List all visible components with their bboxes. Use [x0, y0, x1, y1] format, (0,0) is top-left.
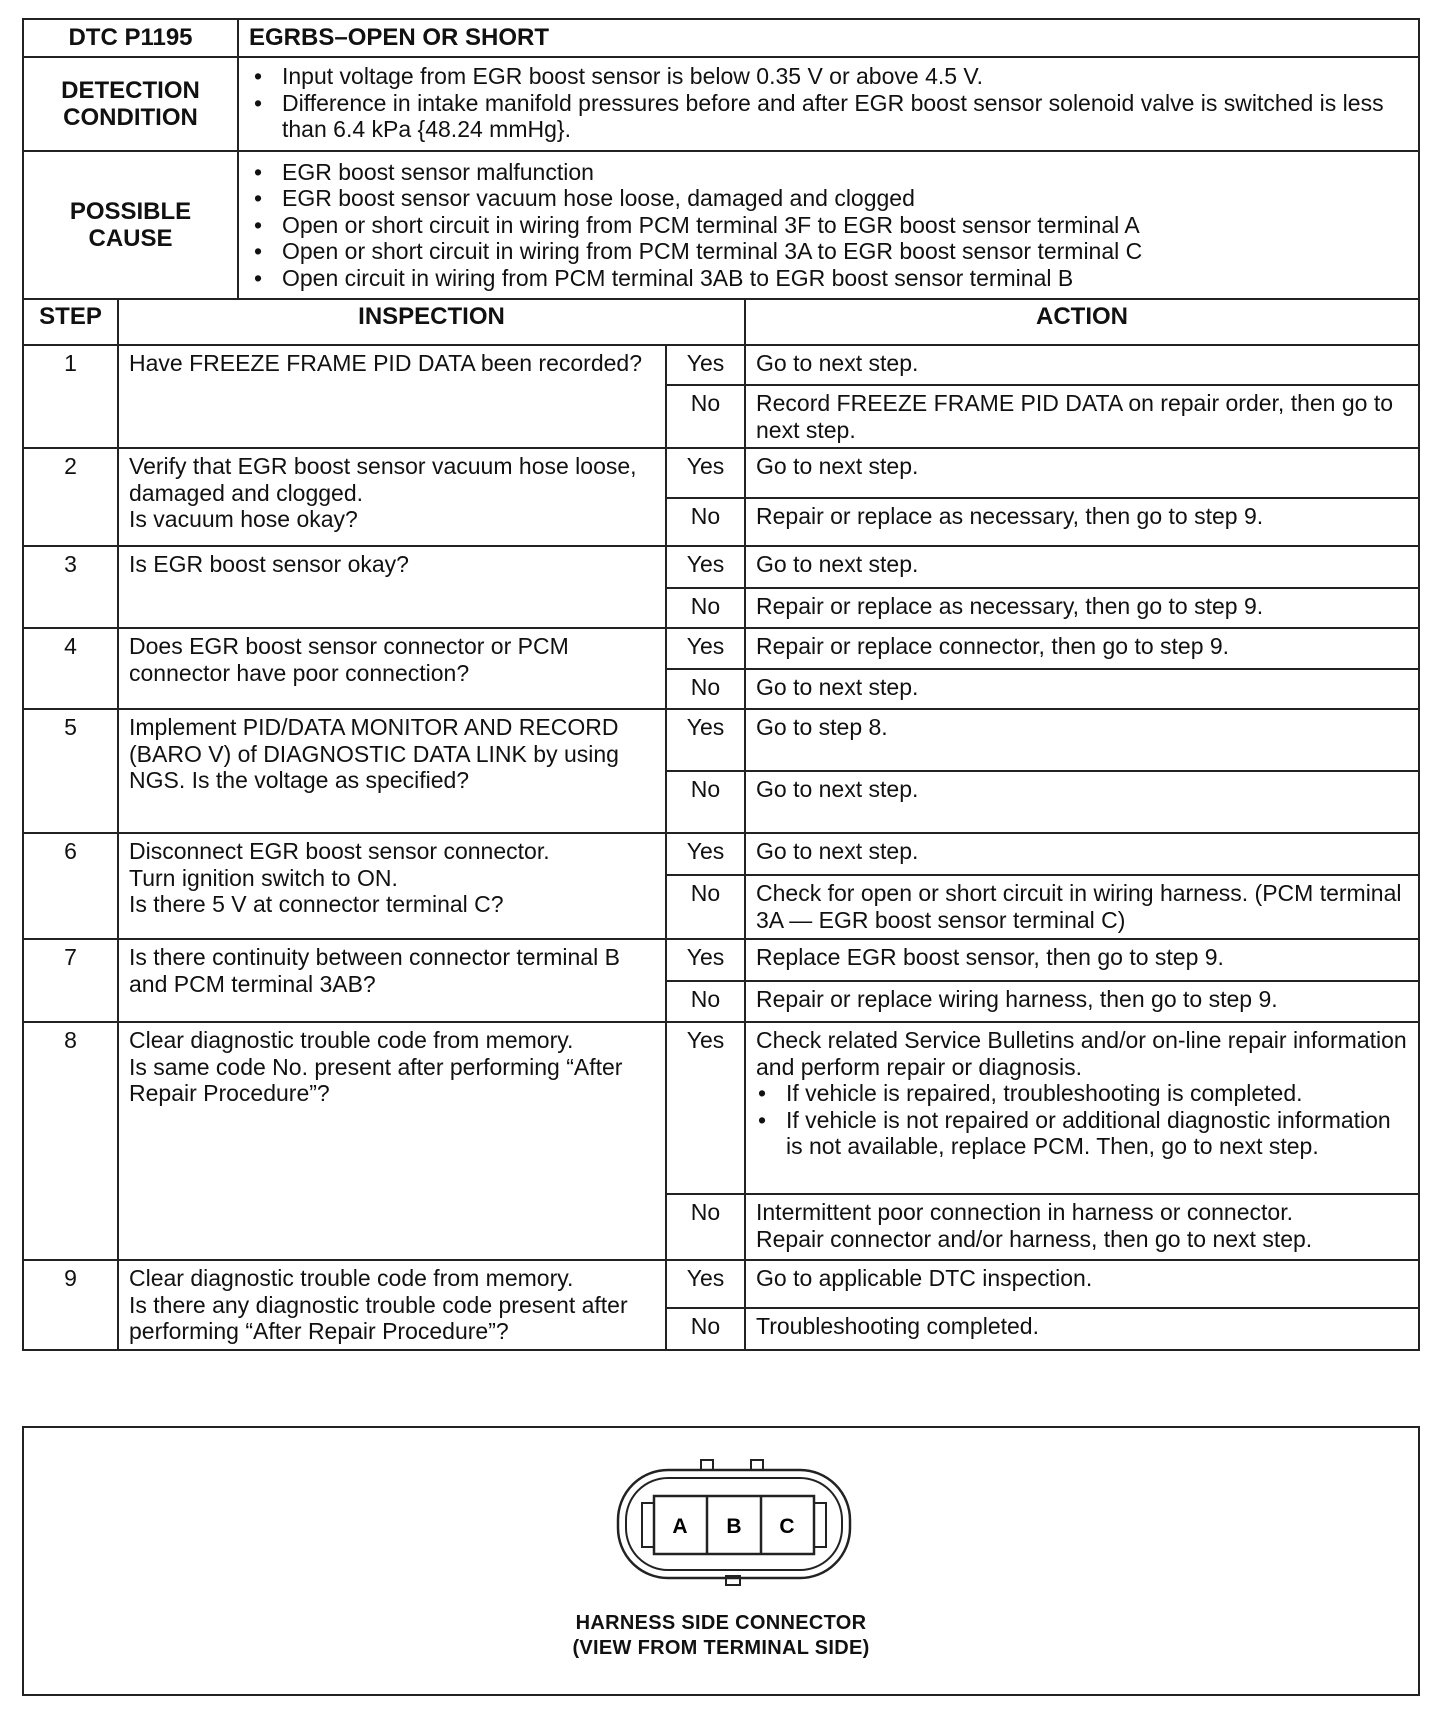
yes-label: Yes — [666, 628, 745, 669]
cause-item: • Open or short circuit in wiring from PCM terminal 3F to EGR boost sensor terminal A — [252, 212, 1407, 239]
table-row — [23, 939, 1419, 981]
cause-item: • EGR boost sensor vacuum hose loose, damaged and clogged — [252, 185, 1407, 212]
table-row — [23, 546, 1419, 588]
possible-cause-row — [23, 151, 1419, 300]
step-inspection: Have FREEZE FRAME PID DATA been recorded? — [118, 345, 666, 448]
step-number: 9 — [23, 1260, 118, 1350]
steps-table — [22, 298, 1420, 1351]
no-action-line: Intermittent poor connection in harness or connector. — [756, 1199, 1293, 1225]
terminal-c-label: C — [779, 1515, 795, 1538]
inspection-line: Clear diagnostic trouble code from memory. — [129, 1027, 574, 1053]
no-label: No — [666, 498, 745, 546]
step-inspection — [118, 833, 666, 939]
yes-action: Go to next step. — [745, 448, 1419, 498]
yes-action: Go to next step. — [745, 833, 1419, 875]
yes-label: Yes — [666, 345, 745, 385]
connector-diagram-box — [22, 1426, 1420, 1696]
inspection-line: Is there any diagnostic trouble code present after performing “After Repair Procedure”? — [129, 1291, 628, 1344]
step-number: 7 — [23, 939, 118, 1022]
detection-label-line-1: DETECTION — [61, 76, 200, 104]
no-action: Repair or replace as necessary, then go to step 9. — [745, 588, 1419, 628]
no-action: Go to next step. — [745, 669, 1419, 709]
yes-action: Replace EGR boost sensor, then go to step 9. — [745, 939, 1419, 981]
dtc-header-table — [22, 18, 1420, 300]
connector-latch-left — [701, 1460, 713, 1470]
yes-action — [745, 1022, 1419, 1194]
cause-label-line-2: CAUSE — [88, 224, 173, 252]
no-action: Record FREEZE FRAME PID DATA on repair order, then go to next step. — [745, 385, 1419, 448]
steps-header-row — [23, 299, 1419, 345]
step-number: 6 — [23, 833, 118, 939]
no-label: No — [666, 669, 745, 709]
connector-latch-right — [751, 1460, 763, 1470]
detection-item: • Difference in intake manifold pressures before and after EGR boost sensor solenoid valve is switched is less than 6.4 kPa {48.24 mmHg}. — [252, 90, 1407, 143]
terminal-a-label: A — [672, 1515, 688, 1538]
connector-caption-line-1: HARNESS SIDE CONNECTOR — [575, 1612, 867, 1634]
no-action: Repair or replace wiring harness, then go to step 9. — [745, 981, 1419, 1022]
inspection-line: Turn ignition switch to ON. — [129, 864, 398, 891]
terminal-b-label: B — [726, 1515, 742, 1538]
yes-action: Go to applicable DTC inspection. — [745, 1260, 1419, 1308]
yes-label: Yes — [666, 1260, 745, 1308]
table-row — [23, 448, 1419, 498]
inspection-line: Is there 5 V at connector terminal C? — [129, 891, 504, 917]
no-action: Repair or replace as necessary, then go to step 9. — [745, 498, 1419, 546]
table-row — [23, 1260, 1419, 1308]
diagnostic-sheet — [22, 18, 1420, 1351]
no-action-line: Repair connector and/or harness, then go to next step. — [756, 1225, 1313, 1252]
inspection-line: Disconnect EGR boost sensor connector. — [129, 838, 550, 864]
step-inspection — [118, 1260, 666, 1350]
possible-cause-list — [238, 151, 1419, 300]
yes-action: Repair or replace connector, then go to step 9. — [745, 628, 1419, 669]
no-action — [745, 1194, 1419, 1260]
dtc-title-row — [23, 19, 1419, 57]
detection-condition-row — [23, 57, 1419, 151]
table-row — [23, 345, 1419, 385]
dtc-code: DTC P1195 — [23, 19, 238, 57]
step-inspection: Is EGR boost sensor okay? — [118, 546, 666, 628]
step-inspection: Does EGR boost sensor connector or PCM connector have poor connection? — [118, 628, 666, 709]
detection-item: • Input voltage from EGR boost sensor is below 0.35 V or above 4.5 V. — [252, 63, 1407, 90]
no-label: No — [666, 588, 745, 628]
inspection-line: Is vacuum hose okay? — [129, 506, 358, 532]
yes-label: Yes — [666, 1022, 745, 1194]
yes-action: Go to next step. — [745, 546, 1419, 588]
no-action: Troubleshooting completed. — [745, 1308, 1419, 1350]
step-number: 2 — [23, 448, 118, 546]
yes-label: Yes — [666, 448, 745, 498]
cause-item: • EGR boost sensor malfunction — [252, 159, 1407, 186]
no-label: No — [666, 1194, 745, 1260]
table-row — [23, 628, 1419, 669]
detection-condition-label — [23, 57, 238, 151]
yes-action-text: Check related Service Bulletins and/or on-line repair information and perform repair or diagnosis. — [756, 1027, 1407, 1080]
inspection-line: Clear diagnostic trouble code from memory. — [129, 1265, 574, 1291]
yes-action: Go to next step. — [745, 345, 1419, 385]
step-inspection — [118, 1022, 666, 1260]
yes-label: Yes — [666, 833, 745, 875]
yes-label: Yes — [666, 939, 745, 981]
inspection-column-header: INSPECTION — [118, 299, 745, 345]
step-number: 4 — [23, 628, 118, 709]
yes-label: Yes — [666, 546, 745, 588]
dtc-title: EGRBS–OPEN OR SHORT — [238, 19, 1419, 57]
no-label: No — [666, 875, 745, 939]
step-number: 5 — [23, 709, 118, 833]
inspection-line: Is same code No. present after performing “After Repair Procedure”? — [129, 1053, 623, 1106]
action-column-header: ACTION — [745, 299, 1419, 345]
table-row — [23, 833, 1419, 875]
yes-label: Yes — [666, 709, 745, 771]
step-column-header: STEP — [23, 299, 118, 345]
no-label: No — [666, 981, 745, 1022]
inspection-line: Verify that EGR boost sensor vacuum hose loose, damaged and clogged. — [129, 453, 637, 506]
connector-caption-line-2: (VIEW FROM TERMINAL SIDE) — [572, 1637, 870, 1659]
yes-action: Go to step 8. — [745, 709, 1419, 771]
connector-drawing — [614, 1458, 854, 1598]
step-number: 8 — [23, 1022, 118, 1260]
possible-cause-label — [23, 151, 238, 300]
cause-item: • Open circuit in wiring from PCM terminal 3AB to EGR boost sensor terminal B — [252, 265, 1407, 292]
step-inspection: Is there continuity between connector terminal B and PCM terminal 3AB? — [118, 939, 666, 1022]
no-label: No — [666, 385, 745, 448]
no-action: Check for open or short circuit in wiring harness. (PCM terminal 3A — EGR boost sensor terminal C) — [745, 875, 1419, 939]
table-row — [23, 709, 1419, 771]
no-label: No — [666, 771, 745, 833]
detection-condition-list — [238, 57, 1419, 151]
table-row — [23, 1022, 1419, 1194]
action-bullet: • If vehicle is not repaired or additional diagnostic information is not available, replace PCM. Then, go to next step. — [756, 1107, 1408, 1160]
step-inspection — [118, 448, 666, 546]
no-label: No — [666, 1308, 745, 1350]
step-number: 3 — [23, 546, 118, 628]
step-number: 1 — [23, 345, 118, 448]
step-inspection: Implement PID/DATA MONITOR AND RECORD (BARO V) of DIAGNOSTIC DATA LINK by using NGS. Is the voltage as specified? — [118, 709, 666, 833]
cause-item: • Open or short circuit in wiring from PCM terminal 3A to EGR boost sensor terminal C — [252, 238, 1407, 265]
action-bullet: • If vehicle is repaired, troubleshooting is completed. — [756, 1080, 1408, 1107]
no-action: Go to next step. — [745, 771, 1419, 833]
cause-label-line-1: POSSIBLE — [69, 197, 192, 225]
detection-label-line-2: CONDITION — [63, 103, 198, 131]
